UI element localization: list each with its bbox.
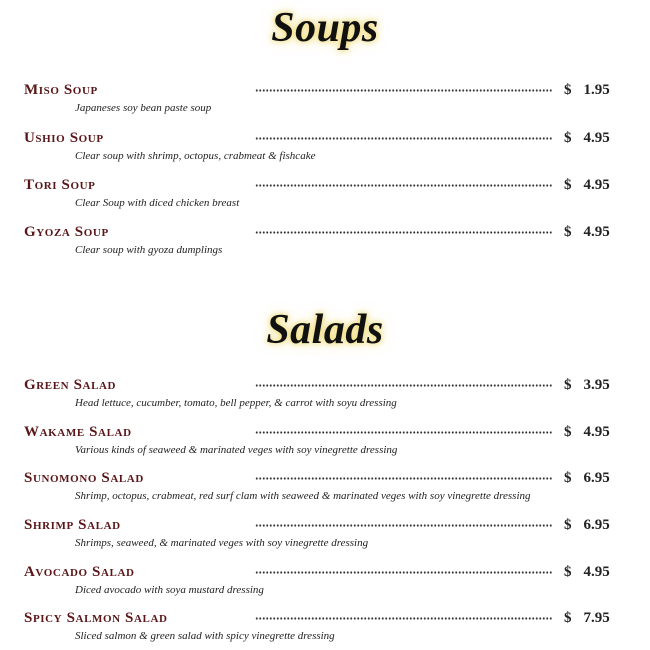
item-price	[564, 564, 610, 581]
item-description: Shrimp, octopus, crabmeat, red surf clam with seaweed & marinated veges with soy vinegrette dressing	[75, 490, 531, 502]
currency-symbol: $	[564, 564, 572, 580]
item-description: Clear soup with shrimp, octopus, crabmeat & fishcake	[75, 150, 316, 162]
currency-symbol: $	[564, 610, 572, 626]
item-description: Clear soup with gyoza dumplings	[75, 244, 223, 256]
item-name: Green Salad	[24, 377, 117, 393]
price-value: 4.95	[583, 224, 610, 240]
currency-symbol: $	[564, 517, 572, 533]
item-name: Ushio Soup	[24, 130, 104, 146]
menu-item-miso-soup	[24, 82, 624, 122]
menu-item-ushio-soup	[24, 130, 624, 170]
price-value: 3.95	[583, 377, 610, 393]
price-value: 7.95	[583, 610, 610, 626]
item-name: Wakame Salad	[24, 424, 132, 440]
menu-item-gyoza-soup	[24, 224, 624, 264]
currency-symbol: $	[564, 470, 572, 486]
price-value: 4.95	[583, 424, 610, 440]
item-price	[564, 177, 610, 194]
price-value: 4.95	[583, 130, 610, 146]
dot-leader	[255, 477, 553, 480]
dot-leader	[255, 231, 553, 234]
item-name: Tori Soup	[24, 177, 96, 193]
item-price	[564, 130, 610, 147]
item-name: Sunomono Salad	[24, 470, 144, 486]
menu-item-avocado-salad	[24, 564, 624, 604]
menu-item-green-salad	[24, 377, 624, 417]
dot-leader	[255, 384, 553, 387]
menu-item-spicy-salmon-salad	[24, 610, 624, 650]
dot-leader	[255, 617, 553, 620]
item-description: Sliced salmon & green salad with spicy vinegrette dressing	[75, 630, 335, 642]
price-value: 6.95	[583, 470, 610, 486]
item-price	[564, 224, 610, 241]
item-description: Clear Soup with diced chicken breast	[75, 197, 240, 209]
dot-leader	[255, 431, 553, 434]
item-price	[564, 610, 610, 627]
dot-leader	[255, 89, 553, 92]
item-description: Japaneses soy bean paste soup	[75, 102, 212, 114]
item-price	[564, 82, 610, 99]
currency-symbol: $	[564, 377, 572, 393]
menu-item-sunomono-salad	[24, 470, 624, 510]
currency-symbol: $	[564, 224, 572, 240]
item-description: Diced avocado with soya mustard dressing	[75, 584, 264, 596]
menu-item-shrimp-salad	[24, 517, 624, 557]
item-name: Avocado Salad	[24, 564, 135, 580]
currency-symbol: $	[564, 177, 572, 193]
item-price	[564, 517, 610, 534]
item-price	[564, 424, 610, 441]
dot-leader	[255, 524, 553, 527]
price-value: 6.95	[583, 517, 610, 533]
item-description: Head lettuce, cucumber, tomato, bell pepper, & carrot with soyu dressing	[75, 397, 397, 409]
menu-item-wakame-salad	[24, 424, 624, 464]
item-description: Shrimps, seaweed, & marinated veges with soy vinegrette dressing	[75, 537, 369, 549]
price-value: 4.95	[583, 177, 610, 193]
item-price	[564, 377, 610, 394]
price-value: 4.95	[583, 564, 610, 580]
item-description: Various kinds of seaweed & marinated veges with soy vinegrette dressing	[75, 444, 398, 456]
item-name: Miso Soup	[24, 82, 98, 98]
currency-symbol: $	[564, 82, 572, 98]
dot-leader	[255, 137, 553, 140]
price-value: 1.95	[583, 82, 610, 98]
salads-title: Salads	[266, 307, 384, 353]
soups-title: Soups	[271, 5, 379, 51]
menu-item-tori-soup	[24, 177, 624, 217]
dot-leader	[255, 571, 553, 574]
dot-leader	[255, 184, 553, 187]
item-price	[564, 470, 610, 487]
item-name: Spicy Salmon Salad	[24, 610, 168, 626]
currency-symbol: $	[564, 130, 572, 146]
item-name: Gyoza Soup	[24, 224, 109, 240]
item-name: Shrimp Salad	[24, 517, 121, 533]
currency-symbol: $	[564, 424, 572, 440]
